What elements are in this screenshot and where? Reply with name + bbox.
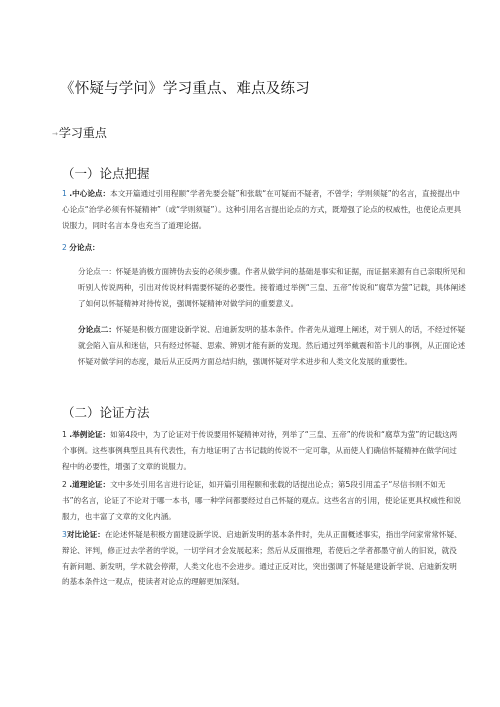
arrow-icon: → — [52, 129, 58, 138]
page-title: 《怀疑与学问》学习重点、难点及练习 — [60, 81, 310, 97]
item-label: 分论点一： — [78, 267, 116, 276]
item-label: 对比论证： — [66, 530, 105, 539]
item-number: 2 — [62, 243, 67, 252]
paragraph-sub-argument-2 — [78, 322, 466, 369]
paragraph-example-argument — [62, 427, 464, 474]
item-number: 1 — [62, 189, 67, 198]
item-number: 3 — [62, 530, 67, 539]
paragraph-central-argument — [62, 186, 464, 233]
subheading-method: （二）论证方法 — [62, 405, 150, 420]
item-text: 怀疑是积极方面建设新学说、启迪新发明的基本条件。作者先从道理上阐述，对于别人的话，不经过怀疑就会陷入盲从和迷信，只有经过怀疑、思索、辨别才能有新的发现。然后通过列举戴震和笛卡儿的事例，从正面论述怀疑对做学问的态度，最后从正反两方面总结归纳，强调怀疑对学术进步和人类文化发展的重要性。 — [78, 325, 466, 366]
item-number: 2 — [62, 480, 67, 489]
item-text: 怀疑是消极方面辨伪去妄的必须步骤。作者从做学问的基础是事实和证据，而证据来源有自己亲眼所见和听别人传说两种，引出对传说材料需要怀疑的必要性。接着通过举例“三皇、五帝”传说和“腐草为萤”记载，具体阐述了如何以怀疑精神对待传说，强调怀疑精神对做学问的重要意义。 — [78, 267, 466, 308]
paragraph-sub-argument-1 — [78, 264, 466, 311]
item-number: 1 — [62, 430, 67, 439]
item-label: 分论点： — [69, 243, 100, 252]
section-heading-label: 学习重点 — [58, 126, 107, 140]
paragraph-sub-arguments — [62, 240, 464, 256]
subheading-argument: （一）论点把握 — [62, 166, 150, 181]
item-text: 文中多处引用名言进行论证，如开篇引用程颐和张载的话提出论点；第5段引用孟子“尽信书则不如无书”的名言，论证了不论对于哪一本书，哪一种学问都要经过自己怀疑的观点。这些名言的引用，使论证更具权威性和说服力，也丰富了文章的文化内涵。 — [62, 480, 461, 521]
paragraph-reasoning-argument — [62, 477, 464, 524]
item-label: .举例论证： — [69, 430, 111, 439]
paragraph-contrast-argument — [62, 527, 464, 590]
item-text: 在论述怀疑是积极方面建设新学说、启迪新发明的基本条件时，先从正面概述事实，指出学问家常常怀疑、辩论、评判，修正过去学者的学说，一切学问才会发展起来；然后从反面推理，若使后之学者都墨守前人的旧说，就没有新问题、新发明，学术就会停滞，人类文化也不会进步。通过正反对比，突出强调了怀疑是建设新学说、启迪新发明的基本条件这一观点，使读者对论点的理解更加深刻。 — [62, 530, 462, 587]
item-label: 分论点二： — [78, 325, 116, 334]
item-text: 如第4段中，为了论证对于传说要用怀疑精神对待，列举了“三皇、五帝”的传说和“腐草为萤”的记载这两个事例。这些事例典型且具有代表性，有力地证明了古书记载的传说不一定可靠，从而使人们确信怀疑精神在做学问过程中的必要性，增强了文章的说服力。 — [62, 430, 458, 471]
item-label: .中心论点： — [69, 189, 111, 198]
item-text: 本文开篇通过引用程颐“学者先要会疑”和张载“在可疑而不疑者，不曾学；学则须疑”的名言，直接提出中心论点“治学必须有怀疑精神”（或“学则须疑”）。这种引用名言提出论点的方式，既增强了论点的权威性，也使论点更具说服力，同时名言本身也充当了道理论据。 — [62, 189, 462, 230]
item-label: .道理论证： — [69, 480, 111, 489]
section-heading — [52, 124, 107, 141]
